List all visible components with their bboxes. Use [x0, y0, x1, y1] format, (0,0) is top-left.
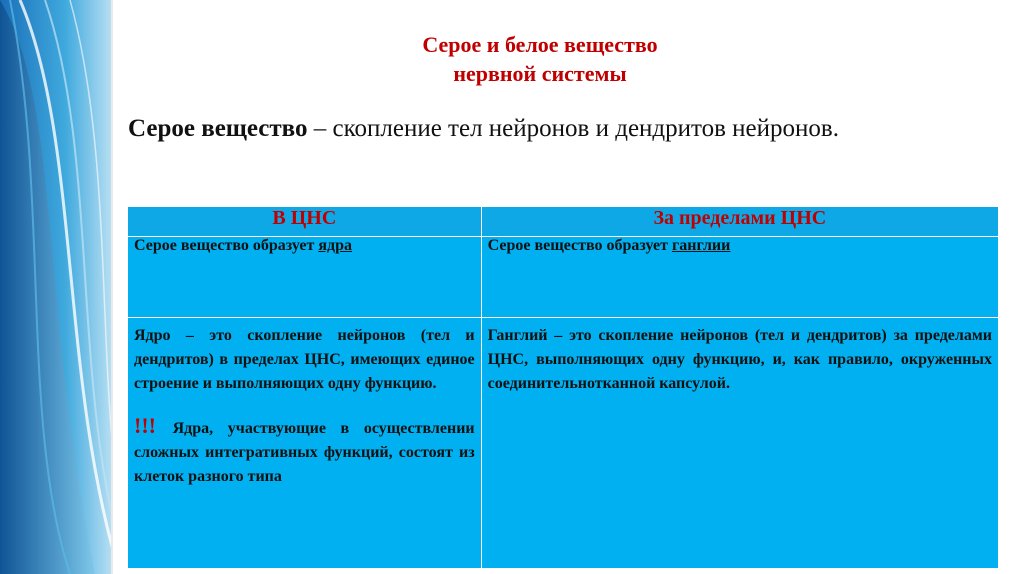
title-line-2: нервной системы [453, 61, 627, 86]
header-outside-cns: За пределами ЦНС [481, 207, 998, 237]
term-ganglia: ганглии [672, 237, 731, 254]
ganglion-definition-text: Ганглий – это скопление нейронов (тел и дендритов) за пределами ЦНС, выполняющих одну функцию, и, как правило, окруженных соединительнотканной капсулой. [487, 327, 992, 392]
title-line-1: Серое и белое вещество [422, 32, 658, 57]
header-in-cns: В ЦНС [128, 207, 482, 237]
definition-paragraph [128, 114, 982, 144]
cell-ganglion-definition [481, 318, 998, 569]
comparison-table [127, 206, 999, 569]
exclamation-mark: !!! [134, 413, 156, 438]
cell-nuclei [128, 237, 482, 318]
slide-title [330, 30, 750, 88]
nucleus-definition-text: Ядро – это скопление нейронов (тел и дендритов) в пределах ЦНС, имеющих единое строение и выполняющих одну функцию. [134, 327, 475, 392]
cell-nucleus-definition [128, 318, 482, 569]
cell-nuclei-prefix: Серое вещество образует [134, 237, 319, 254]
table-row [128, 237, 999, 318]
nucleus-note-text: Ядра, участвующие в осуществлении сложных интегративных функций, состоят из клеток разного типа [134, 420, 475, 485]
table-header-row [128, 207, 999, 237]
cell-ganglia-prefix: Серое вещество образует [487, 237, 672, 254]
term-nuclei: ядра [318, 237, 353, 254]
definition-text: – скопление тел нейронов и дендритов нейронов. [307, 115, 839, 142]
table-row [128, 318, 999, 569]
definition-term: Серое вещество [128, 115, 308, 142]
nucleus-note [134, 414, 475, 489]
cell-ganglia [481, 237, 998, 318]
